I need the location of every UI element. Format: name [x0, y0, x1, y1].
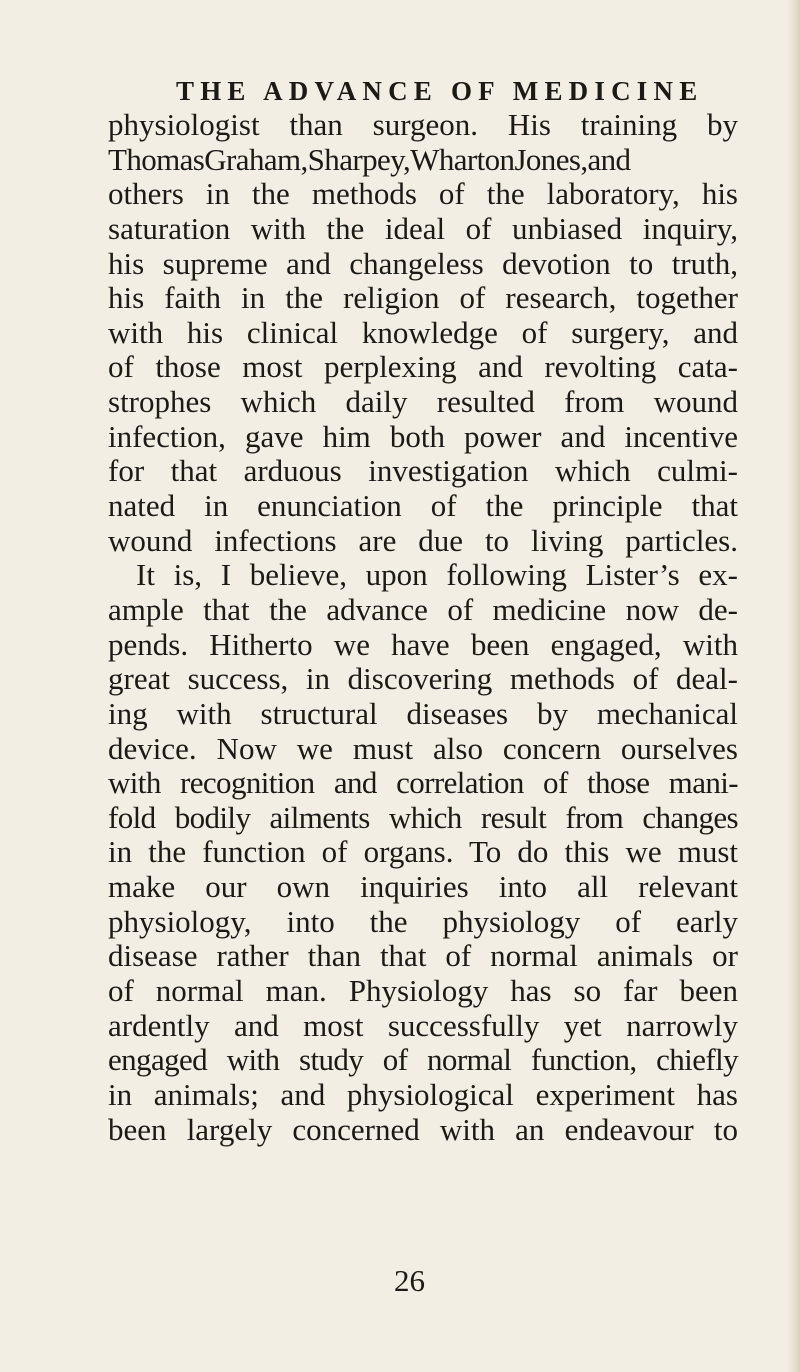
- text-line: ing with structural diseases by mechanical: [108, 695, 738, 731]
- text-line: strophes which daily resulted from wound: [108, 384, 738, 420]
- text-line: his faith in the religion of research, together: [108, 280, 738, 316]
- text-line: disease rather than that of normal animals or: [108, 938, 738, 974]
- text-line: It is, I believe, upon following Lister’s ex-: [136, 557, 738, 593]
- text-line: of normal man. Physiology has so far been: [108, 973, 738, 1009]
- text-line: saturation with the ideal of unbiased inquiry,: [108, 210, 738, 246]
- text-line: for that arduous investigation which culmi-: [108, 453, 738, 489]
- text-line: wound infections are due to living particles.: [108, 522, 738, 558]
- text-line: device. Now we must also concern ourselves: [108, 730, 738, 766]
- text-line: pends. Hitherto we have been engaged, with: [108, 626, 738, 662]
- text-line: with his clinical knowledge of surgery, and: [108, 314, 738, 350]
- text-line: physiology, into the physiology of early: [108, 903, 738, 939]
- text-line: ThomasGraham,Sharpey,WhartonJones,and: [108, 141, 631, 177]
- text-line: others in the methods of the laboratory, his: [108, 176, 738, 212]
- text-line: been largely concerned with an endeavour to: [108, 1111, 738, 1147]
- text-line: physiologist than surgeon. His training by: [108, 107, 738, 142]
- text-line: in the function of organs. To do this we must: [108, 834, 738, 870]
- running-head: THE ADVANCE OF MEDICINE: [176, 76, 704, 106]
- page-edge-shadow: [786, 0, 800, 1372]
- text-line: his supreme and changeless devotion to truth,: [108, 245, 738, 281]
- text-line: ample that the advance of medicine now de-: [108, 591, 738, 627]
- body-text: [108, 108, 738, 1147]
- text-line: make our own inquiries into all relevant: [108, 869, 738, 905]
- text-line: engaged with study of normal function, chiefly: [108, 1042, 738, 1078]
- text-line: fold bodily ailments which result from changes: [108, 799, 738, 835]
- page-number: 26: [394, 1263, 425, 1298]
- text-line: in animals; and physiological experiment has: [108, 1076, 738, 1112]
- text-line: infection, gave him both power and incentive: [108, 418, 738, 454]
- text-line: ardently and most successfully yet narrowly: [108, 1007, 738, 1043]
- text-line: great success, in discovering methods of deal-: [108, 661, 738, 697]
- text-line: with recognition and correlation of those mani-: [108, 765, 738, 801]
- text-line: of those most perplexing and revolting cata-: [108, 349, 738, 385]
- text-line: nated in enunciation of the principle that: [108, 488, 738, 524]
